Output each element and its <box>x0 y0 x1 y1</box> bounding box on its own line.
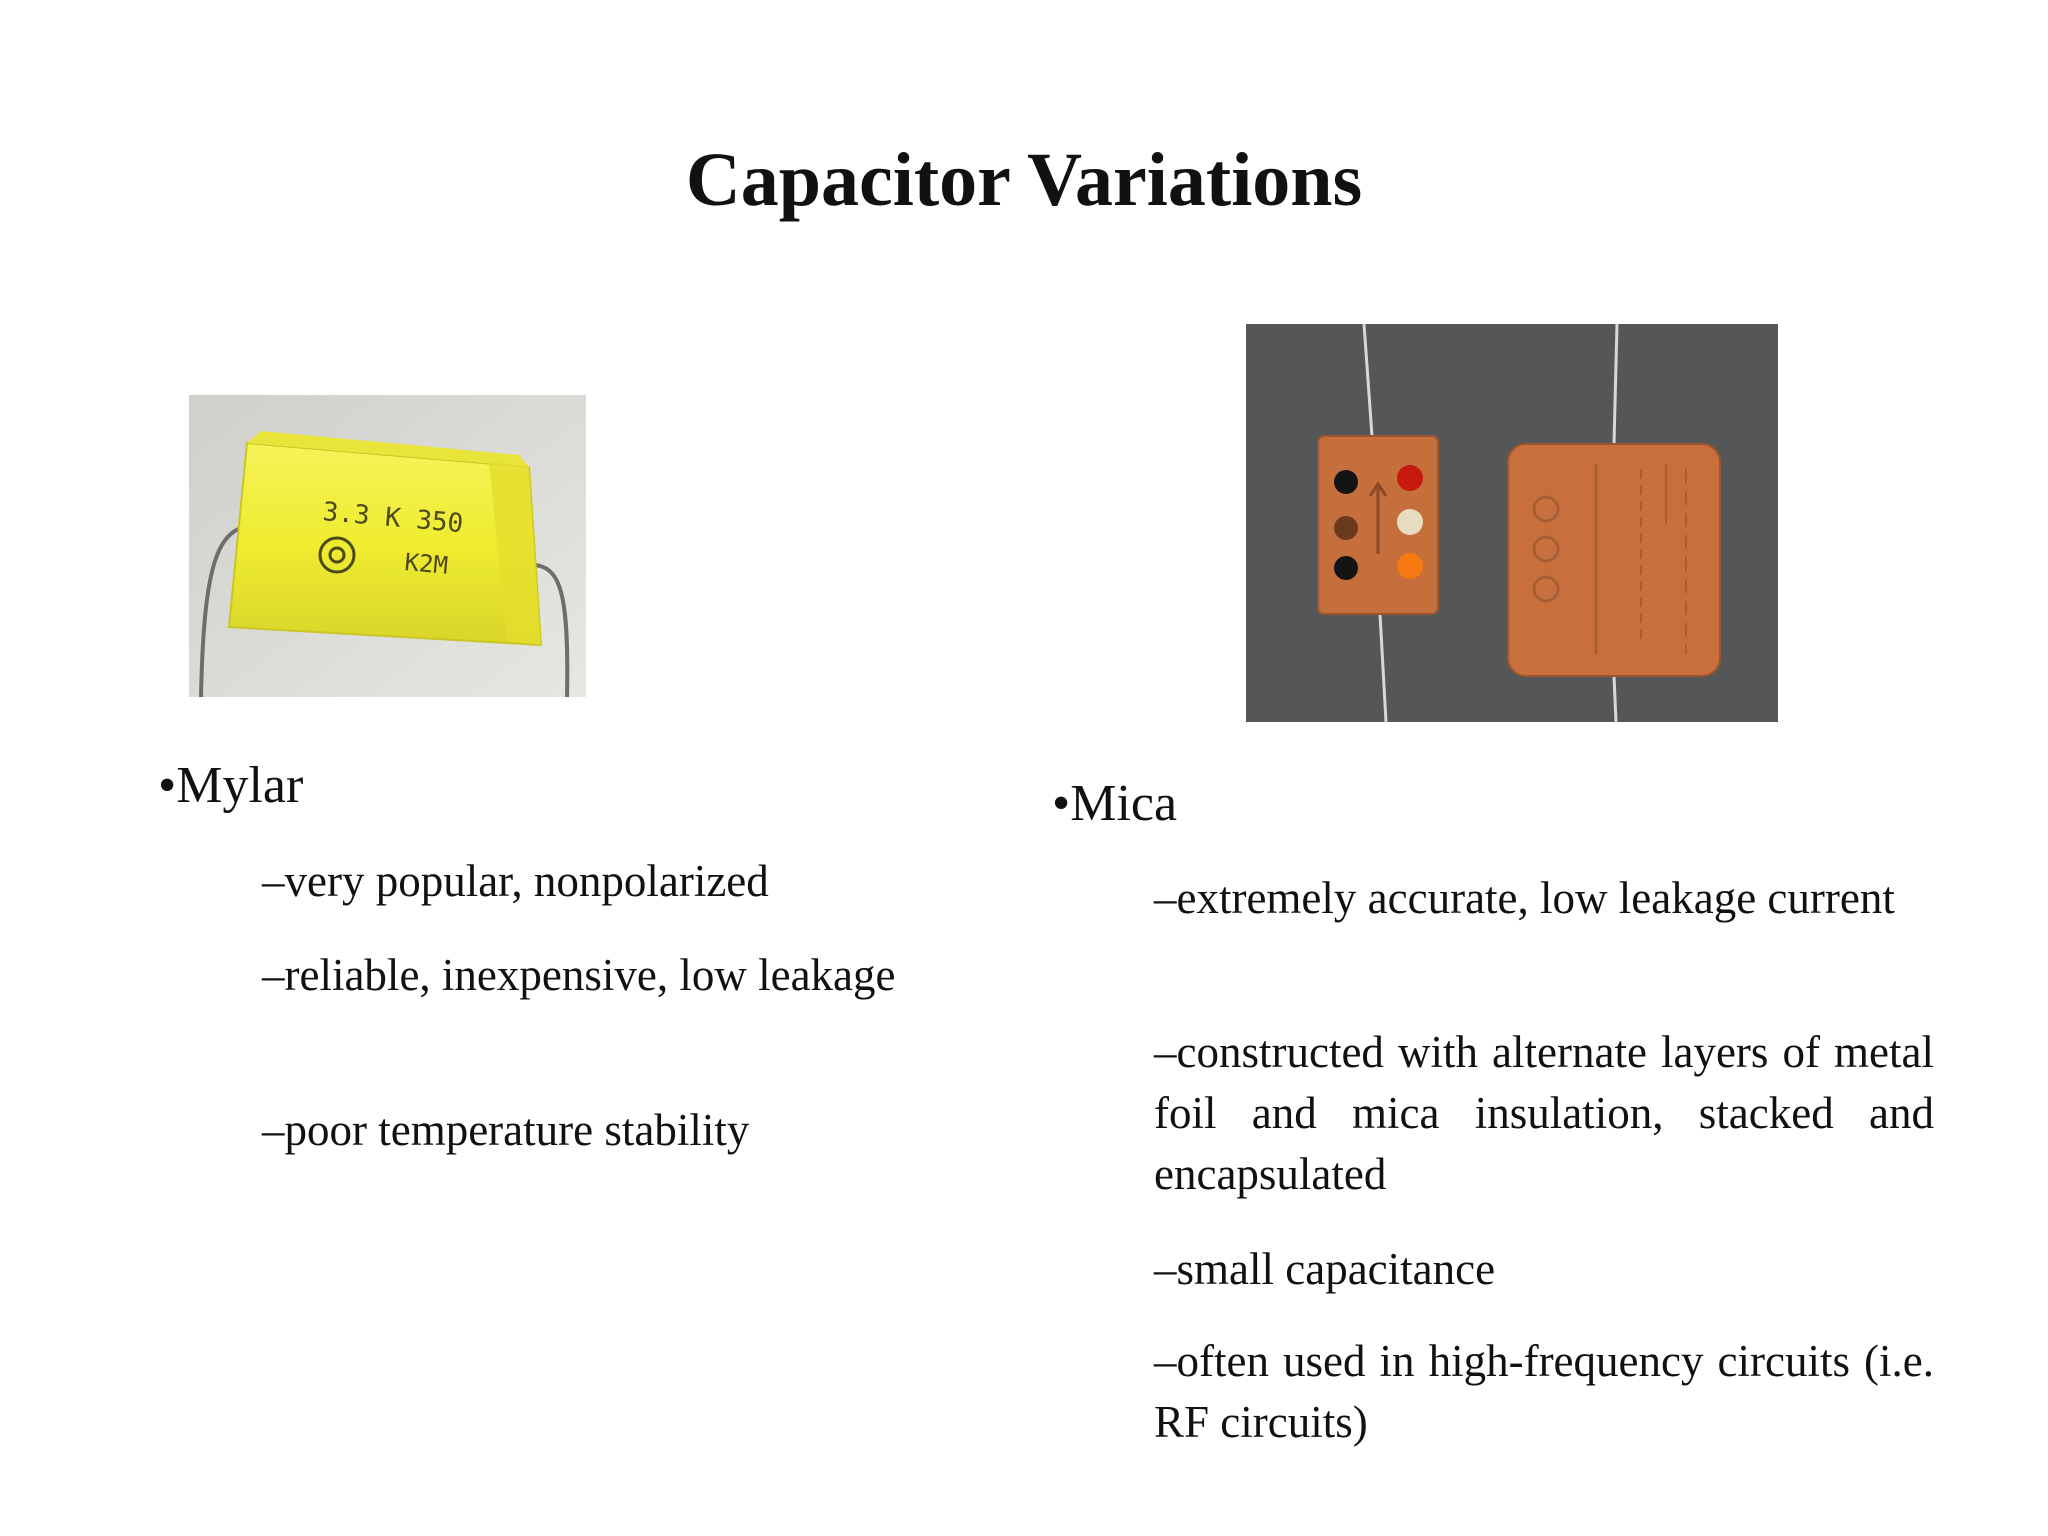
mica-item-4: –often used in high-frequency circuits (i.e. RF circuits) <box>1154 1336 1934 1447</box>
mylar-item-1: –very popular, nonpolarized <box>262 856 769 906</box>
mica-item-2: –constructed with alternate layers of metal foil and mica insulation, stacked and encapsulated <box>1154 1027 1934 1199</box>
mylar-marking-line2: K2M <box>403 548 450 580</box>
mylar-capacitor-photo <box>189 395 586 697</box>
mylar-marking-line1: 3.3 K 350 <box>321 497 465 540</box>
mylar-item-3: –poor temperature stability <box>262 1105 750 1155</box>
slide-title: Capacitor Variations <box>685 138 1363 222</box>
mica-item-1: –extremely accurate, low leakage current <box>1154 873 1895 923</box>
mylar-capacitor-image <box>189 395 586 697</box>
mica-capacitor-image <box>1246 324 1778 722</box>
mylar-heading: •Mylar <box>158 757 304 814</box>
mica-heading: •Mica <box>1052 775 1178 832</box>
mica-capacitor-photo <box>1246 324 1778 722</box>
mica-item-3: –small capacitance <box>1154 1244 1496 1294</box>
mylar-item-2: –reliable, inexpensive, low leakage <box>262 950 896 1000</box>
